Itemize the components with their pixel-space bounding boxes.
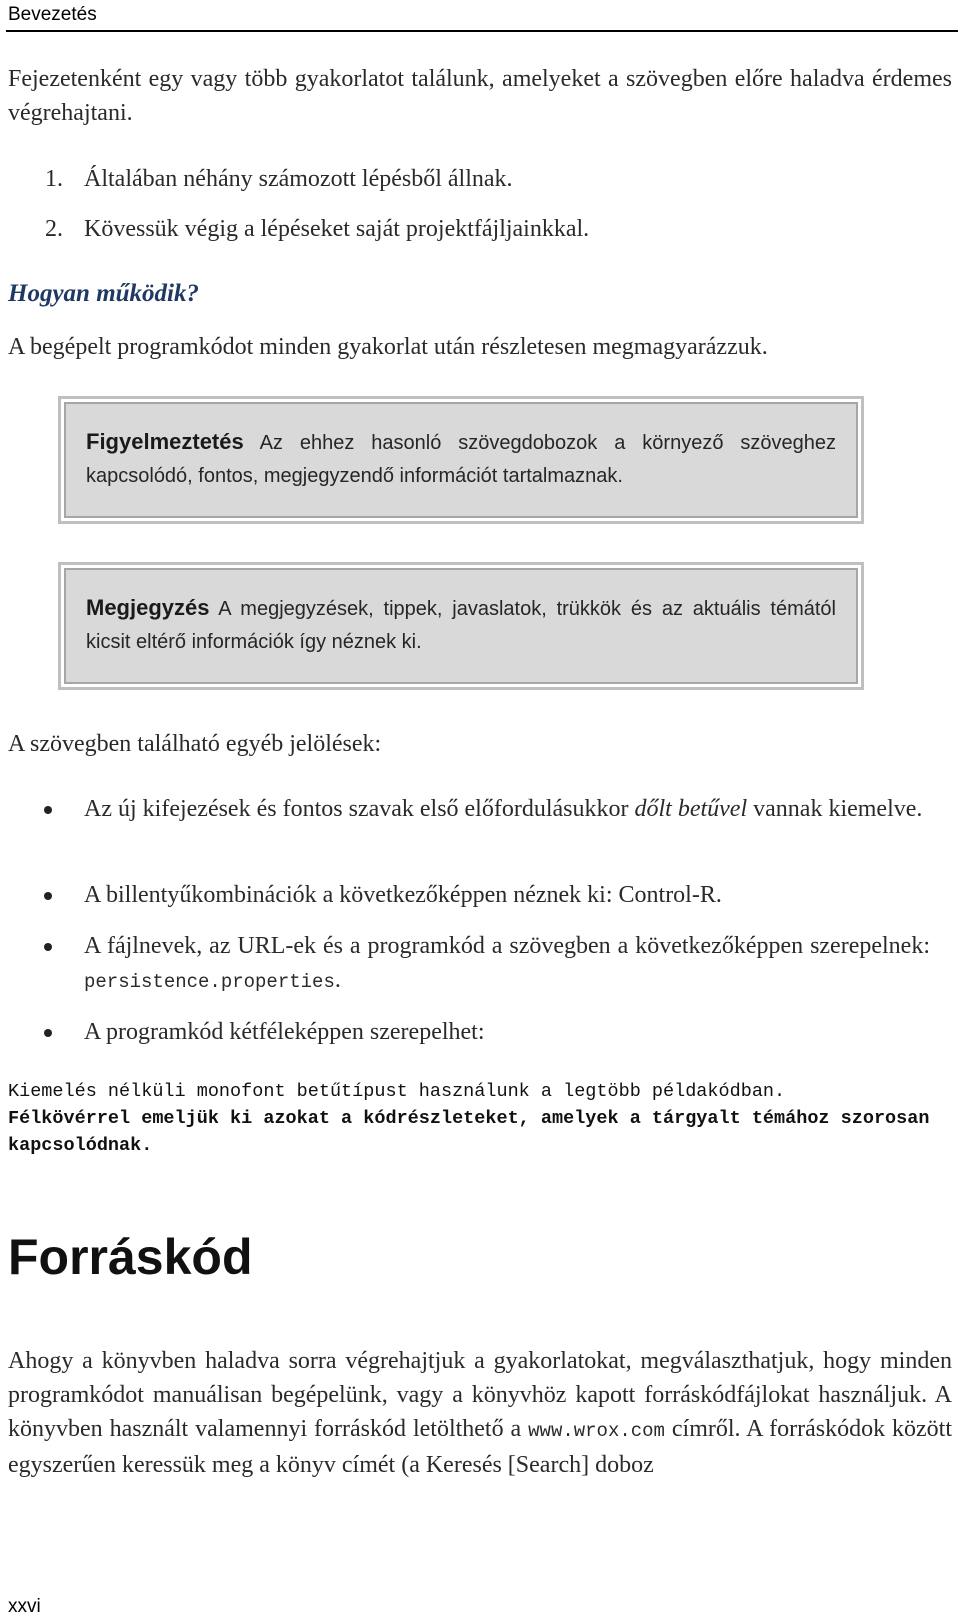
bullet-item-text [84, 929, 930, 999]
warning-box-body: Az ehhez hasonló szövegdobozok a környező szöveghez kapcsolódó, fontos, megjegyzendő információt tartalmaznak. [86, 432, 836, 487]
bullet-text-part: Az új kifejezések és fontos szavak első előfordulásukkor [84, 796, 635, 822]
how-it-works-text: A begépelt programkódot minden gyakorlat után részletesen megmagyarázzuk. [8, 334, 768, 360]
code-plain-line: Kiemelés nélküli monofont betűtípust használunk a legtöbb példakódban. [8, 1081, 786, 1102]
bullet-dot [44, 806, 52, 814]
code-bold-lines: Félkövérrel emeljük ki azokat a kódrészleteket, amelyek a tárgyalt témához szorosan kapcsolódnak. [8, 1108, 930, 1156]
bullet-dot [44, 943, 52, 951]
page-number: xxvi [8, 1596, 41, 1617]
warning-box [58, 396, 864, 524]
note-box-body: A megjegyzések, tippek, javaslatok, trükkök és az aktuális témától kicsit eltérő információk így néznek ki. [86, 598, 836, 653]
code-example-block [8, 1078, 952, 1159]
note-box-text [86, 591, 836, 659]
list-item-number: 2. [45, 216, 63, 242]
inline-code: persistence.properties [84, 971, 335, 993]
italic-example: dőlt betűvel [634, 796, 748, 822]
paragraph-text-part: címről. A forráskódok között egyszerűen keressük meg a könyv címét (a Keresés [Search] doboz [8, 1416, 953, 1478]
bullet-item-text: A billentyűkombinációk a következőképpen néznek ki: Control-R. [84, 882, 722, 908]
note-box-title: Megjegyzés [86, 595, 210, 620]
source-code-paragraph [8, 1344, 952, 1482]
other-marks-paragraph: A szövegben található egyéb jelölések: [8, 731, 382, 757]
note-box [58, 562, 864, 690]
list-item-text: Általában néhány számozott lépésből állnak. [84, 166, 513, 192]
list-item-text: Kövessük végig a lépéseket saját projektfájljainkkal. [84, 216, 590, 242]
bullet-text-part: . [334, 967, 341, 993]
bullet-dot [44, 1029, 52, 1037]
bullet-text-part: vannak kiemelve. [747, 796, 923, 822]
running-header [6, 2, 958, 32]
url-inline-code: www.wrox.com [528, 1420, 665, 1442]
intro-paragraph: Fejezetenként egy vagy több gyakorlatot találunk, amelyeket a szövegben előre haladva érdemes végrehajtani. [8, 66, 952, 126]
how-it-works-heading: Hogyan működik? [8, 280, 199, 307]
paragraph-text-part: Ahogy a könyvben haladva sorra végrehajtjuk a gyakorlatokat, megválaszthatjuk, hogy minden programkódot manuálisan begépelünk, vagy a könyvhöz kapott forráskódfájlokat használjuk. A könyvben használt valamennyi forráskód letölthető a [8, 1348, 952, 1442]
section-title: Forráskód [8, 1229, 253, 1285]
warning-box-title: Figyelmeztetés [86, 429, 244, 454]
running-header-title: Bevezetés [8, 4, 97, 25]
warning-box-text [86, 425, 836, 493]
bullet-dot [44, 892, 52, 900]
bullet-item-text: A programkód kétféleképpen szerepelhet: [84, 1019, 485, 1045]
list-item-number: 1. [45, 166, 63, 192]
bullet-text-part: A fájlnevek, az URL-ek és a programkód a szövegben a következőképpen szerepelnek: [84, 933, 930, 959]
bullet-item-text [84, 792, 930, 826]
